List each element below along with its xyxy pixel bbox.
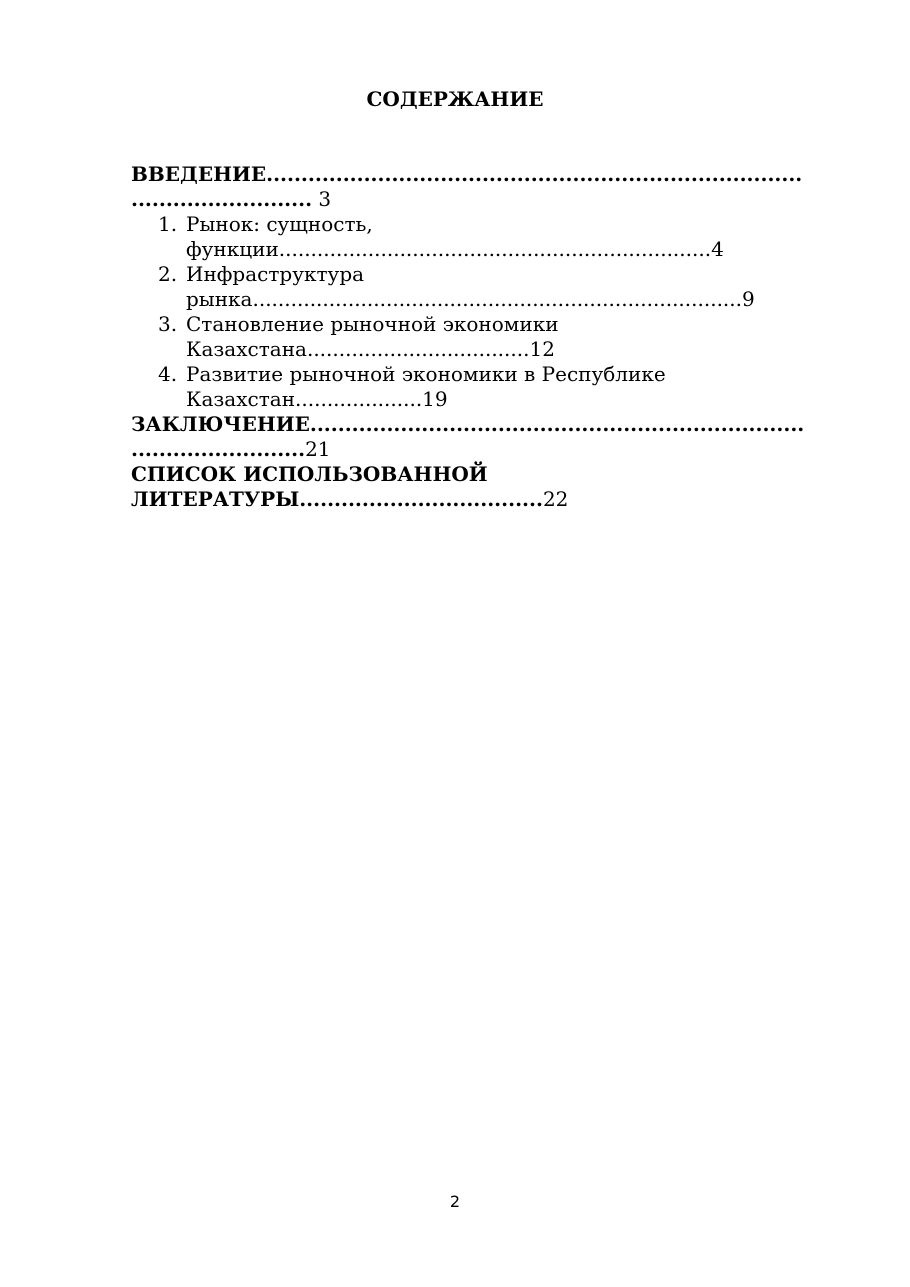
toc-conclusion-leader: ......................... <box>131 437 306 461</box>
toc-intro-leader: .......................... <box>131 187 313 211</box>
toc-conclusion-page-line <box>131 437 846 462</box>
toc-entry-references <box>131 462 846 512</box>
toc-conclusion-page: 21 <box>305 437 331 461</box>
toc-intro-page: 3 <box>312 187 332 211</box>
toc-entry-1 <box>131 212 846 262</box>
toc-entry-intro <box>131 162 846 212</box>
toc-references-page: 22 <box>542 487 569 511</box>
toc-entry-number: 1. <box>158 212 178 236</box>
toc-intro-title: ВВЕДЕНИЕ............................................................................. <box>131 162 803 186</box>
toc-entry-3 <box>131 312 846 362</box>
toc-entry-conclusion <box>131 412 846 462</box>
toc-entry-title: Становление рыночной экономики <box>186 312 559 336</box>
toc-entry-title-continued: функции....................................................................4 <box>186 237 724 261</box>
toc-entry-title: Развитие рыночной экономики в Республике <box>186 362 666 386</box>
toc-entry-title: Рынок: сущность, <box>186 212 373 236</box>
toc-entry-title-continued: рынка.............................................................................9 <box>186 287 755 311</box>
toc-intro-page-line <box>131 187 846 212</box>
toc-entry-number: 4. <box>158 362 178 386</box>
toc-references-title: СПИСОК ИСПОЛЬЗОВАННОЙ <box>131 462 488 486</box>
page-title: СОДЕРЖАНИЕ <box>366 87 544 111</box>
table-of-contents <box>131 162 846 512</box>
toc-entry-number: 2. <box>158 262 178 286</box>
toc-entry-4 <box>131 362 846 412</box>
toc-entry-2 <box>131 262 846 312</box>
page-number: 2 <box>449 1192 461 1211</box>
toc-entry-title-continued: Казахстан....................19 <box>186 387 448 411</box>
toc-conclusion-title: ЗАКЛЮЧЕНИЕ....................................................................... <box>131 412 805 436</box>
toc-references-page-line <box>131 487 846 512</box>
toc-entry-number: 3. <box>158 312 178 336</box>
toc-references-title-continued: ЛИТЕРАТУРЫ................................... <box>131 487 543 511</box>
toc-entry-title-continued: Казахстана...................................12 <box>186 337 555 361</box>
toc-entry-title: Инфраструктура <box>186 262 365 286</box>
